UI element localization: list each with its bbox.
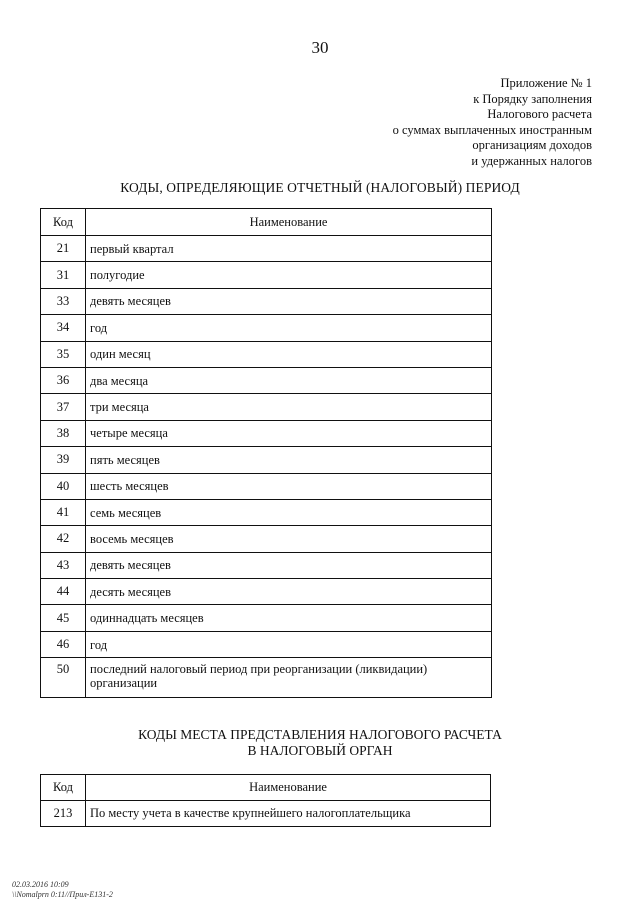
table-header-row	[41, 209, 492, 236]
print-stamp	[12, 880, 113, 899]
name-cell: семь месяцев	[86, 499, 492, 525]
print-stamp-path: \\Nomalprn 0:11//Прил-Е131-2	[12, 889, 113, 899]
appendix-line: и удержанных налогов	[471, 153, 592, 168]
section1-title: КОДЫ, ОПРЕДЕЛЯЮЩИЕ ОТЧЕТНЫЙ (НАЛОГОВЫЙ) ПЕРИОД	[120, 180, 520, 195]
table-row	[41, 801, 491, 827]
code-cell: 35	[41, 341, 86, 367]
table-row	[41, 631, 492, 657]
print-stamp-date: 02.03.2016 10:09	[12, 880, 69, 889]
table-row	[41, 579, 492, 605]
name-cell: год	[86, 315, 492, 341]
table-row	[41, 552, 492, 578]
code-cell: 44	[41, 579, 86, 605]
name-cell: один месяц	[86, 341, 492, 367]
table-row	[41, 236, 492, 262]
code-cell: 46	[41, 631, 86, 657]
name-cell: девять месяцев	[86, 288, 492, 314]
table-row	[41, 394, 492, 420]
page-number: 30	[311, 38, 329, 57]
code-column-header: Код	[41, 775, 86, 801]
table-row	[41, 288, 492, 314]
code-cell: 31	[41, 262, 86, 288]
code-cell: 21	[41, 236, 86, 262]
name-cell: пять месяцев	[86, 447, 492, 473]
name-cell: год	[86, 631, 492, 657]
name-cell: одиннадцать месяцев	[86, 605, 492, 631]
table-row	[41, 605, 492, 631]
table-row	[41, 658, 492, 698]
name-cell: два месяца	[86, 367, 492, 393]
section2-title-line: КОДЫ МЕСТА ПРЕДСТАВЛЕНИЯ НАЛОГОВОГО РАСЧЕТА	[138, 727, 502, 742]
appendix-line: о суммах выплаченных иностранным	[392, 122, 592, 137]
code-cell: 42	[41, 526, 86, 552]
name-cell: По месту учета в качестве крупнейшего налогоплательщика	[86, 801, 491, 827]
code-cell: 34	[41, 315, 86, 341]
appendix-line: организациям доходов	[472, 138, 592, 152]
name-column-header: Наименование	[86, 209, 492, 236]
table-header-row	[41, 775, 491, 801]
table-row	[41, 499, 492, 525]
name-cell: шесть месяцев	[86, 473, 492, 499]
appendix-reference	[393, 76, 592, 169]
section2-title-line: В НАЛОГОВЫЙ ОРГАН	[247, 743, 393, 758]
place-codes-table	[40, 774, 491, 827]
appendix-line: Налогового расчета	[487, 107, 592, 121]
code-cell: 50	[41, 658, 86, 698]
code-cell: 37	[41, 394, 86, 420]
table-row	[41, 367, 492, 393]
code-cell: 213	[41, 801, 86, 827]
table-row	[41, 447, 492, 473]
name-cell: первый квартал	[86, 236, 492, 262]
name-cell: полугодие	[86, 262, 492, 288]
table-row	[41, 473, 492, 499]
name-cell: четыре месяца	[86, 420, 492, 446]
code-cell: 39	[41, 447, 86, 473]
appendix-line: к Порядку заполнения	[473, 91, 592, 106]
code-cell: 40	[41, 473, 86, 499]
code-cell: 43	[41, 552, 86, 578]
period-codes-table	[40, 208, 492, 698]
code-cell: 33	[41, 288, 86, 314]
table-row	[41, 341, 492, 367]
name-cell: десять месяцев	[86, 579, 492, 605]
table-row	[41, 420, 492, 446]
name-cell: три месяца	[86, 394, 492, 420]
name-cell: последний налоговый период при реорганизации (ликвидации) организации	[86, 658, 492, 698]
name-cell: девять месяцев	[86, 552, 492, 578]
table-row	[41, 526, 492, 552]
code-cell: 41	[41, 499, 86, 525]
code-cell: 36	[41, 367, 86, 393]
code-cell: 45	[41, 605, 86, 631]
appendix-line: Приложение № 1	[500, 76, 592, 90]
table-row	[41, 262, 492, 288]
table-row	[41, 315, 492, 341]
section2-title	[0, 727, 640, 759]
name-column-header: Наименование	[86, 775, 491, 801]
name-cell: восемь месяцев	[86, 526, 492, 552]
code-cell: 38	[41, 420, 86, 446]
code-column-header: Код	[41, 209, 86, 236]
